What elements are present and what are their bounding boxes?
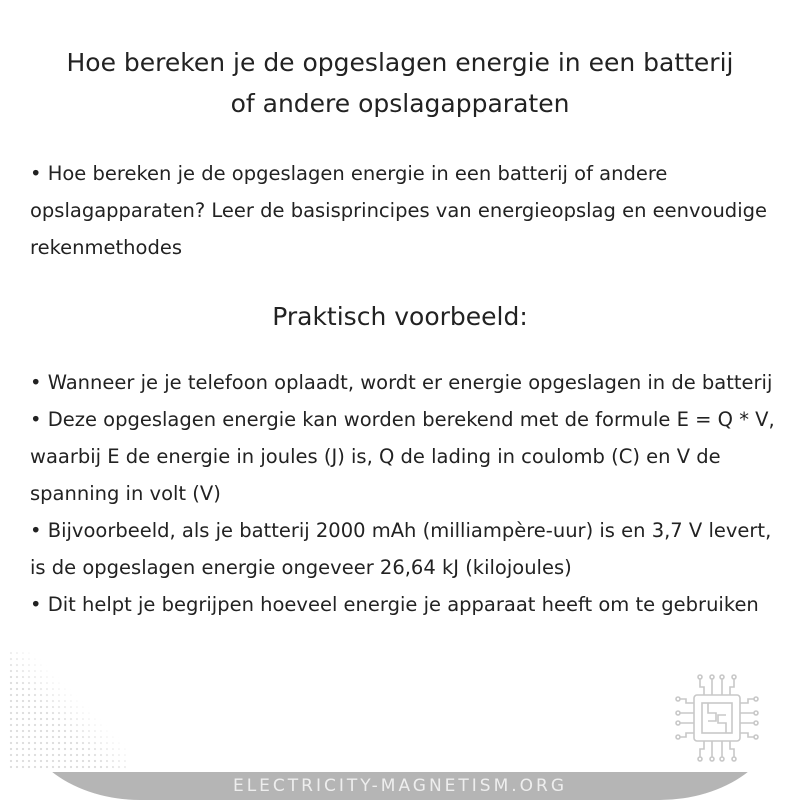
intro-text: • Hoe bereken je de opgeslagen energie in een batterij of andere opslagapparaten? Leer de basisprincipes van energieopslag en eenvoudige rekenmethodes	[30, 162, 767, 259]
section-heading: Praktisch voorbeeld:	[272, 302, 528, 331]
list-item: • Deze opgeslagen energie kan worden berekend met de formule E = Q * V, waarbij E de energie in joules (J) is, Q de lading in coulomb (C) en V de spanning in volt (V)	[30, 408, 775, 505]
circuit-chip-icon	[672, 668, 762, 768]
title-line: Hoe bereken je de opgeslagen energie in een batterij	[66, 48, 734, 77]
list-item: • Wanneer je je telefoon oplaadt, wordt er energie opgeslagen in de batterij	[30, 371, 773, 394]
list-item: • Dit helpt je begrijpen hoeveel energie je apparaat heeft om te gebruiken	[30, 593, 759, 616]
list-item: • Bijvoorbeeld, als je batterij 2000 mAh (milliampère-uur) is en 3,7 V levert, is de opgeslagen energie ongeveer 26,64 kJ (kilojoules)	[30, 519, 772, 579]
dot-pattern-decoration	[8, 650, 128, 770]
bullet-list	[30, 364, 775, 623]
page-title	[20, 42, 780, 124]
footer-site-name: ELECTRICITY-MAGNETISM.ORG	[232, 776, 568, 796]
title-line: of andere opslagapparaten	[230, 89, 570, 118]
